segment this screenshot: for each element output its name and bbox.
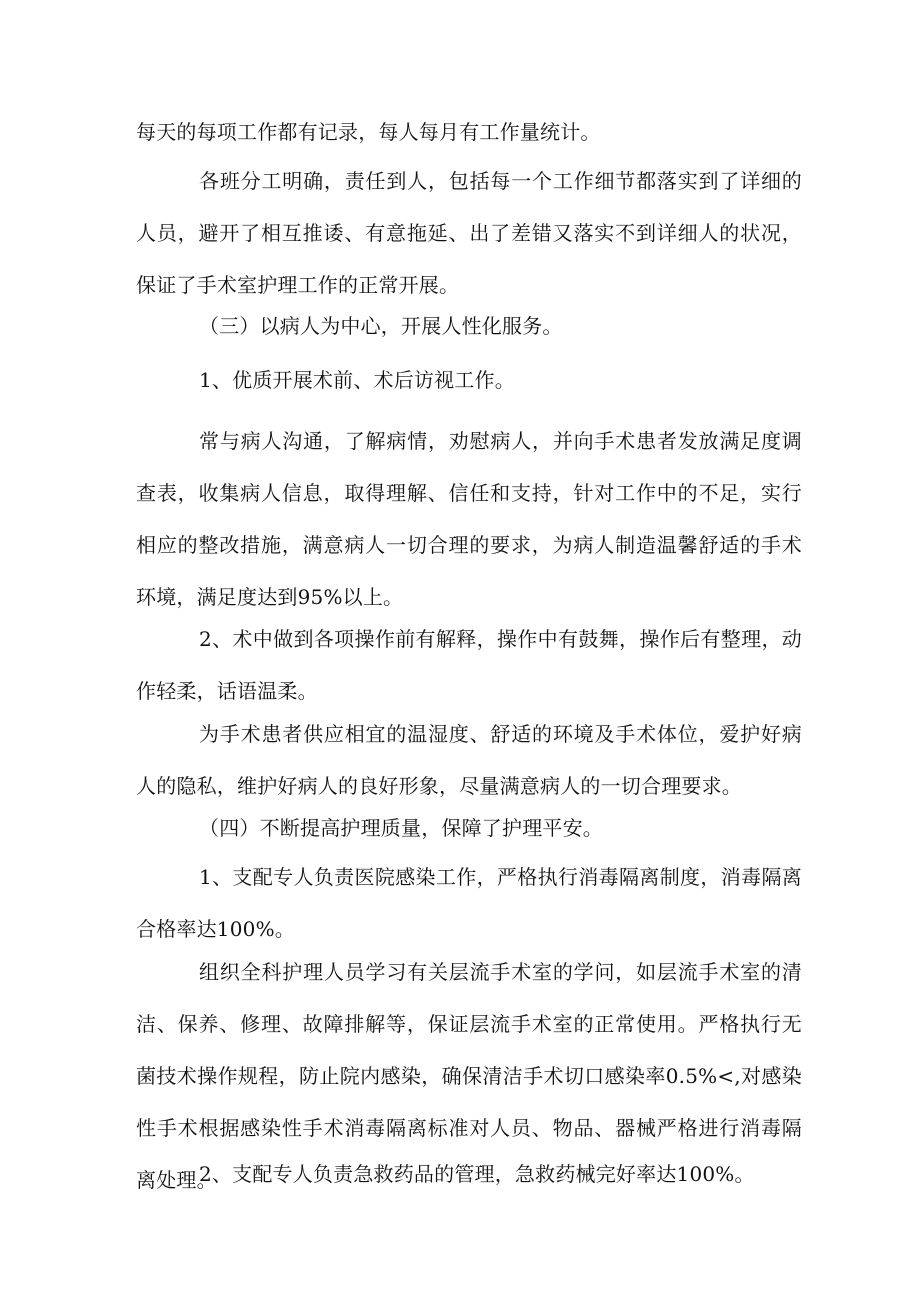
list-item-2-operation: 2、术中做到各项操作前有解释，操作中有鼓舞，操作后有整理，动作轻柔，话语温柔。 — [136, 627, 802, 703]
section-heading-3: （三）以病人为中心，开展人性化服务。 — [199, 314, 563, 338]
list-item-1-visits: 1、优质开展术前、术后访视工作。 — [199, 368, 515, 392]
paragraph-shift-duties: 各班分工明确，责任到人，包括每一个工作细节都落实到了详细的人员，避开了相互推诿、有意拖延、出了差错又落实不到详细人的状况，保证了手术室护理工作的正常开展。 — [136, 169, 802, 297]
paragraph-communication: 常与病人沟通，了解病情，劝慰病人，并向手术患者发放满足度调查表，收集病人信息，取得理解、信任和支持，针对工作中的不足，实行相应的整改措施，满意病人一切合理的要求，为病人制造温馨舒适的手术环境，满足度达到95%以上。 — [136, 429, 802, 609]
list-item-1-infection: 1、支配专人负责医院感染工作，严格执行消毒隔离制度，消毒隔离合格率达100%。 — [136, 865, 802, 941]
paragraph-environment: 为手术患者供应相宜的温湿度、舒适的环境及手术体位，爱护好病人的隐私，维护好病人的良好形象，尽量满意病人的一切合理要求。 — [136, 722, 802, 798]
paragraph-work-records: 每天的每项工作都有记录，每人每月有工作量统计。 — [136, 120, 601, 144]
section-heading-4: （四）不断提高护理质量，保障了护理平安。 — [199, 816, 603, 840]
paragraph-laminar-flow: 组织全科护理人员学习有关层流手术室的学问，如层流手术室的清洁、保养、修理、故障排解等，保证层流手术室的正常使用。严格执行无菌技术操作规程，防止院内感染，确保清洁手术切口感染率0.5%<,对感染性手术根据感染性手术消毒隔离标准对人员、物品、器械严格进行消毒隔离处理。 — [136, 960, 802, 1192]
list-item-2-emergency: 2、支配专人负责急救药品的管理，急救药械完好率达100%。 — [199, 1162, 755, 1186]
